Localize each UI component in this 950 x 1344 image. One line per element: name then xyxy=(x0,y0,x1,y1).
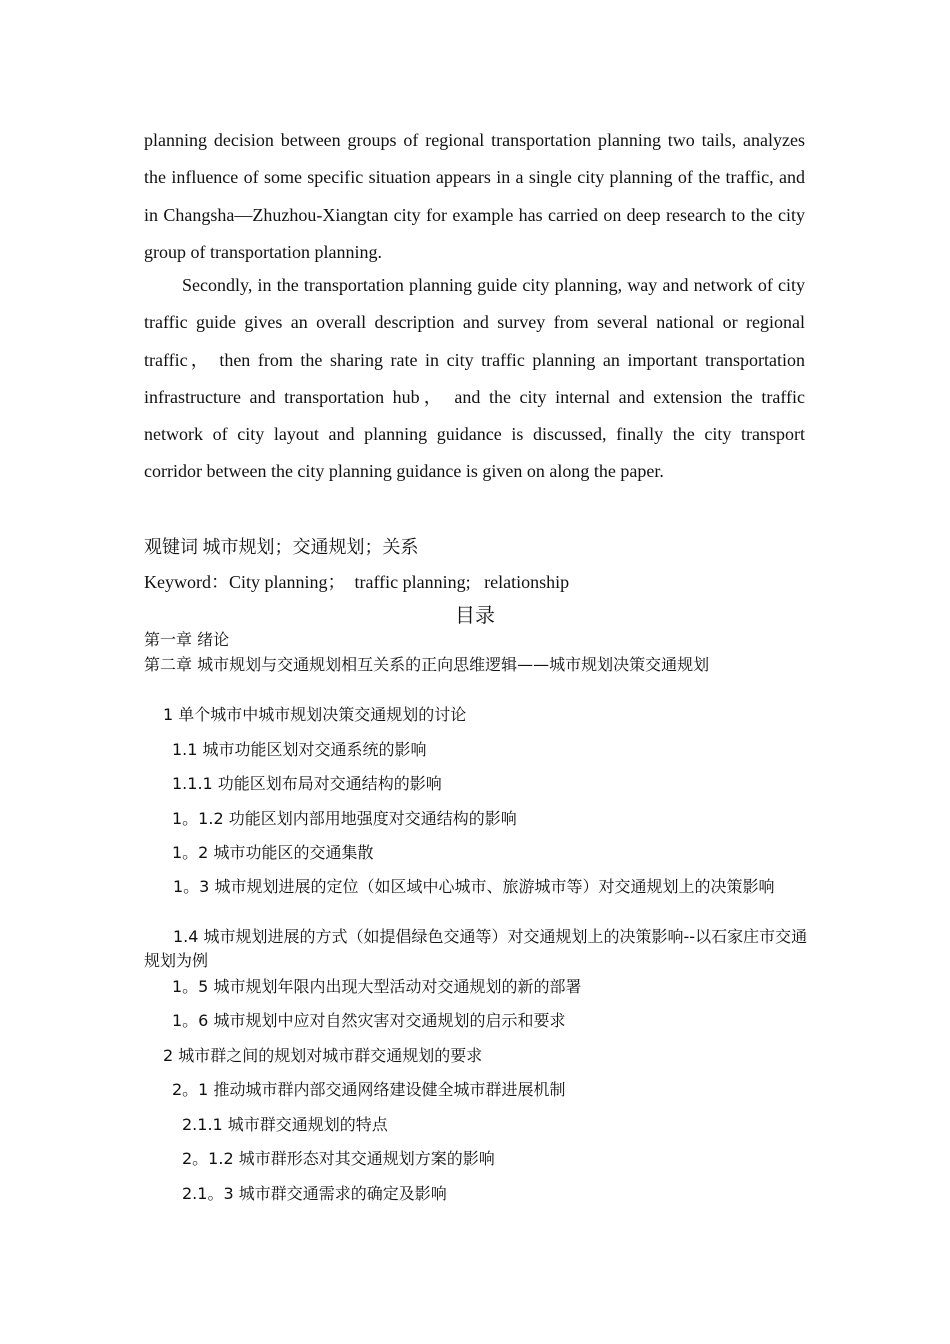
toc-item: 2.1。3 城市群交通需求的确定及影响 xyxy=(182,1184,447,1203)
abstract-paragraph-2: Secondly, in the transportation planning guide city planning, way and network of city traffic guide gives an overall description and survey from several national or regional traffic， then from the sharing rate in city traffic planning an important transportation infrastructure and transportation hub， and the city internal and extension the traffic network of city layout and planning guidance is discussed, finally the city transport corridor between the city planning guidance is given on along the paper. xyxy=(144,275,805,482)
toc-item: 2。1.2 城市群形态对其交通规划方案的影响 xyxy=(182,1149,495,1168)
toc-item: 2.1.1 城市群交通规划的特点 xyxy=(182,1115,388,1134)
toc-item: 2。1 推动城市群内部交通网络建设健全城市群进展机制 xyxy=(172,1080,566,1099)
abstract-paragraph-1: planning decision between groups of regional transportation planning two tails, analyzes the influence of some specific situation appears in a single city planning of the traffic, and in Changsha—Zhuzhou-Xiangtan city for example has carried on deep research to the city group of transportation planning. xyxy=(144,130,805,262)
keywords-english: Keyword：City planning； traffic planning; relationship xyxy=(144,572,570,592)
toc-item: 1。6 城市规划中应对自然灾害对交通规划的启示和要求 xyxy=(172,1011,566,1030)
toc-item: 第二章 城市规划与交通规划相互关系的正向思维逻辑——城市规划决策交通规划 xyxy=(144,655,710,674)
toc-item: 1。3 城市规划进展的定位（如区域中心城市、旅游城市等）对交通规划上的决策影响 xyxy=(173,877,775,896)
toc-item: 1。2 城市功能区的交通集散 xyxy=(172,843,374,862)
toc-item: 第一章 绪论 xyxy=(144,630,230,649)
toc-item: 1 单个城市中城市规划决策交通规划的讨论 xyxy=(163,705,467,724)
toc-item: 1。5 城市规划年限内出现大型活动对交通规划的新的部署 xyxy=(172,977,582,996)
toc-item: 1.1 城市功能区划对交通系统的影响 xyxy=(172,740,427,759)
toc-item: 1。1.2 功能区划内部用地强度对交通结构的影响 xyxy=(172,809,517,828)
toc-title: 目录 xyxy=(455,603,495,627)
keywords-chinese: 观键词 城市规划；交通规划；关系 xyxy=(144,537,419,557)
toc-item: 1.4 城市规划进展的方式（如提倡绿色交通等）对交通规划上的决策影响--以石家庄市交通规划为例 xyxy=(144,927,808,970)
toc-item: 1.1.1 功能区划布局对交通结构的影响 xyxy=(172,774,442,793)
toc-item: 2 城市群之间的规划对城市群交通规划的要求 xyxy=(163,1046,483,1065)
